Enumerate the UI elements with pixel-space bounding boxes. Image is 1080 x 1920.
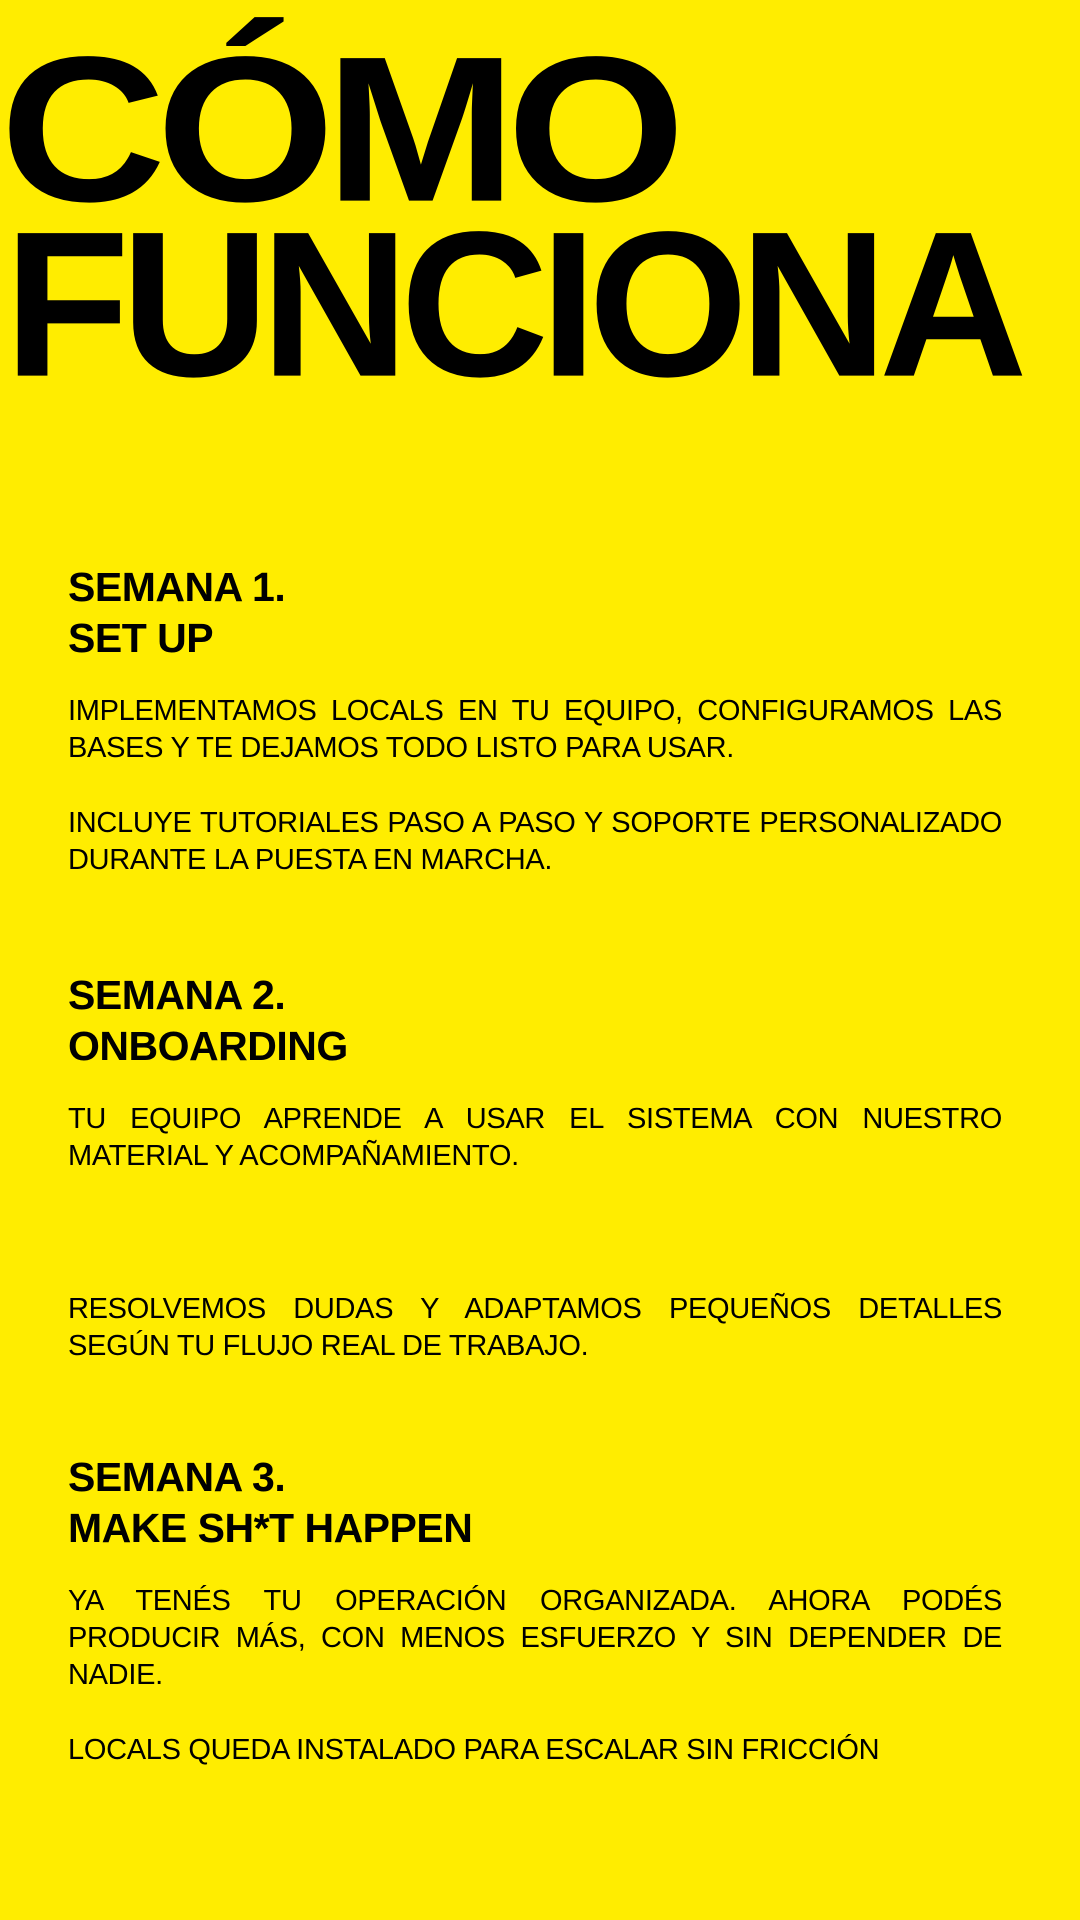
week-2-label: SEMANA 2.: [68, 972, 286, 1018]
week-2-heading: [68, 970, 1002, 1072]
week-3-label: SEMANA 3.: [68, 1454, 286, 1500]
week-3-paragraph-2: LOCALS QUEDA INSTALADO PARA ESCALAR SIN FRICCIÓN: [68, 1734, 880, 1766]
hero-title-line-1: CÓMO: [0, 13, 676, 245]
week-2-paragraph-1: TU EQUIPO APRENDE A USAR EL SISTEMA CON NUESTRO MATERIAL Y ACOMPAÑAMIENTO.: [68, 1103, 1002, 1172]
week-1-heading: [68, 562, 1002, 664]
week-2-paragraph-2: RESOLVEMOS DUDAS Y ADAPTAMOS PEQUEÑOS DETALLES SEGÚN TU FLUJO REAL DE TRABAJO.: [68, 1293, 1002, 1362]
week-1-label: SEMANA 1.: [68, 564, 286, 610]
hero-title-line-2: FUNCIONA: [4, 188, 1019, 420]
week-3-section: [68, 1452, 1002, 1769]
week-1-title: SET UP: [68, 615, 214, 661]
week-1-paragraph-1: IMPLEMENTAMOS LOCALS EN TU EQUIPO, CONFIGURAMOS LAS BASES Y TE DEJAMOS TODO LISTO PARA USAR.: [68, 695, 1002, 764]
week-1-paragraph-2: INCLUYE TUTORIALES PASO A PASO Y SOPORTE PERSONALIZADO DURANTE LA PUESTA EN MARCHA.: [68, 807, 1002, 876]
week-2-section: [68, 970, 1002, 1365]
week-2-title: ONBOARDING: [68, 1023, 348, 1069]
week-3-title: MAKE SH*T HAPPEN: [68, 1505, 473, 1551]
week-3-heading: [68, 1452, 1002, 1554]
week-3-paragraph-1: YA TENÉS TU OPERACIÓN ORGANIZADA. AHORA PODÉS PRODUCIR MÁS, CON MENOS ESFUERZO Y SIN DEPENDER DE NADIE.: [68, 1585, 1002, 1691]
week-1-section: [68, 562, 1002, 879]
